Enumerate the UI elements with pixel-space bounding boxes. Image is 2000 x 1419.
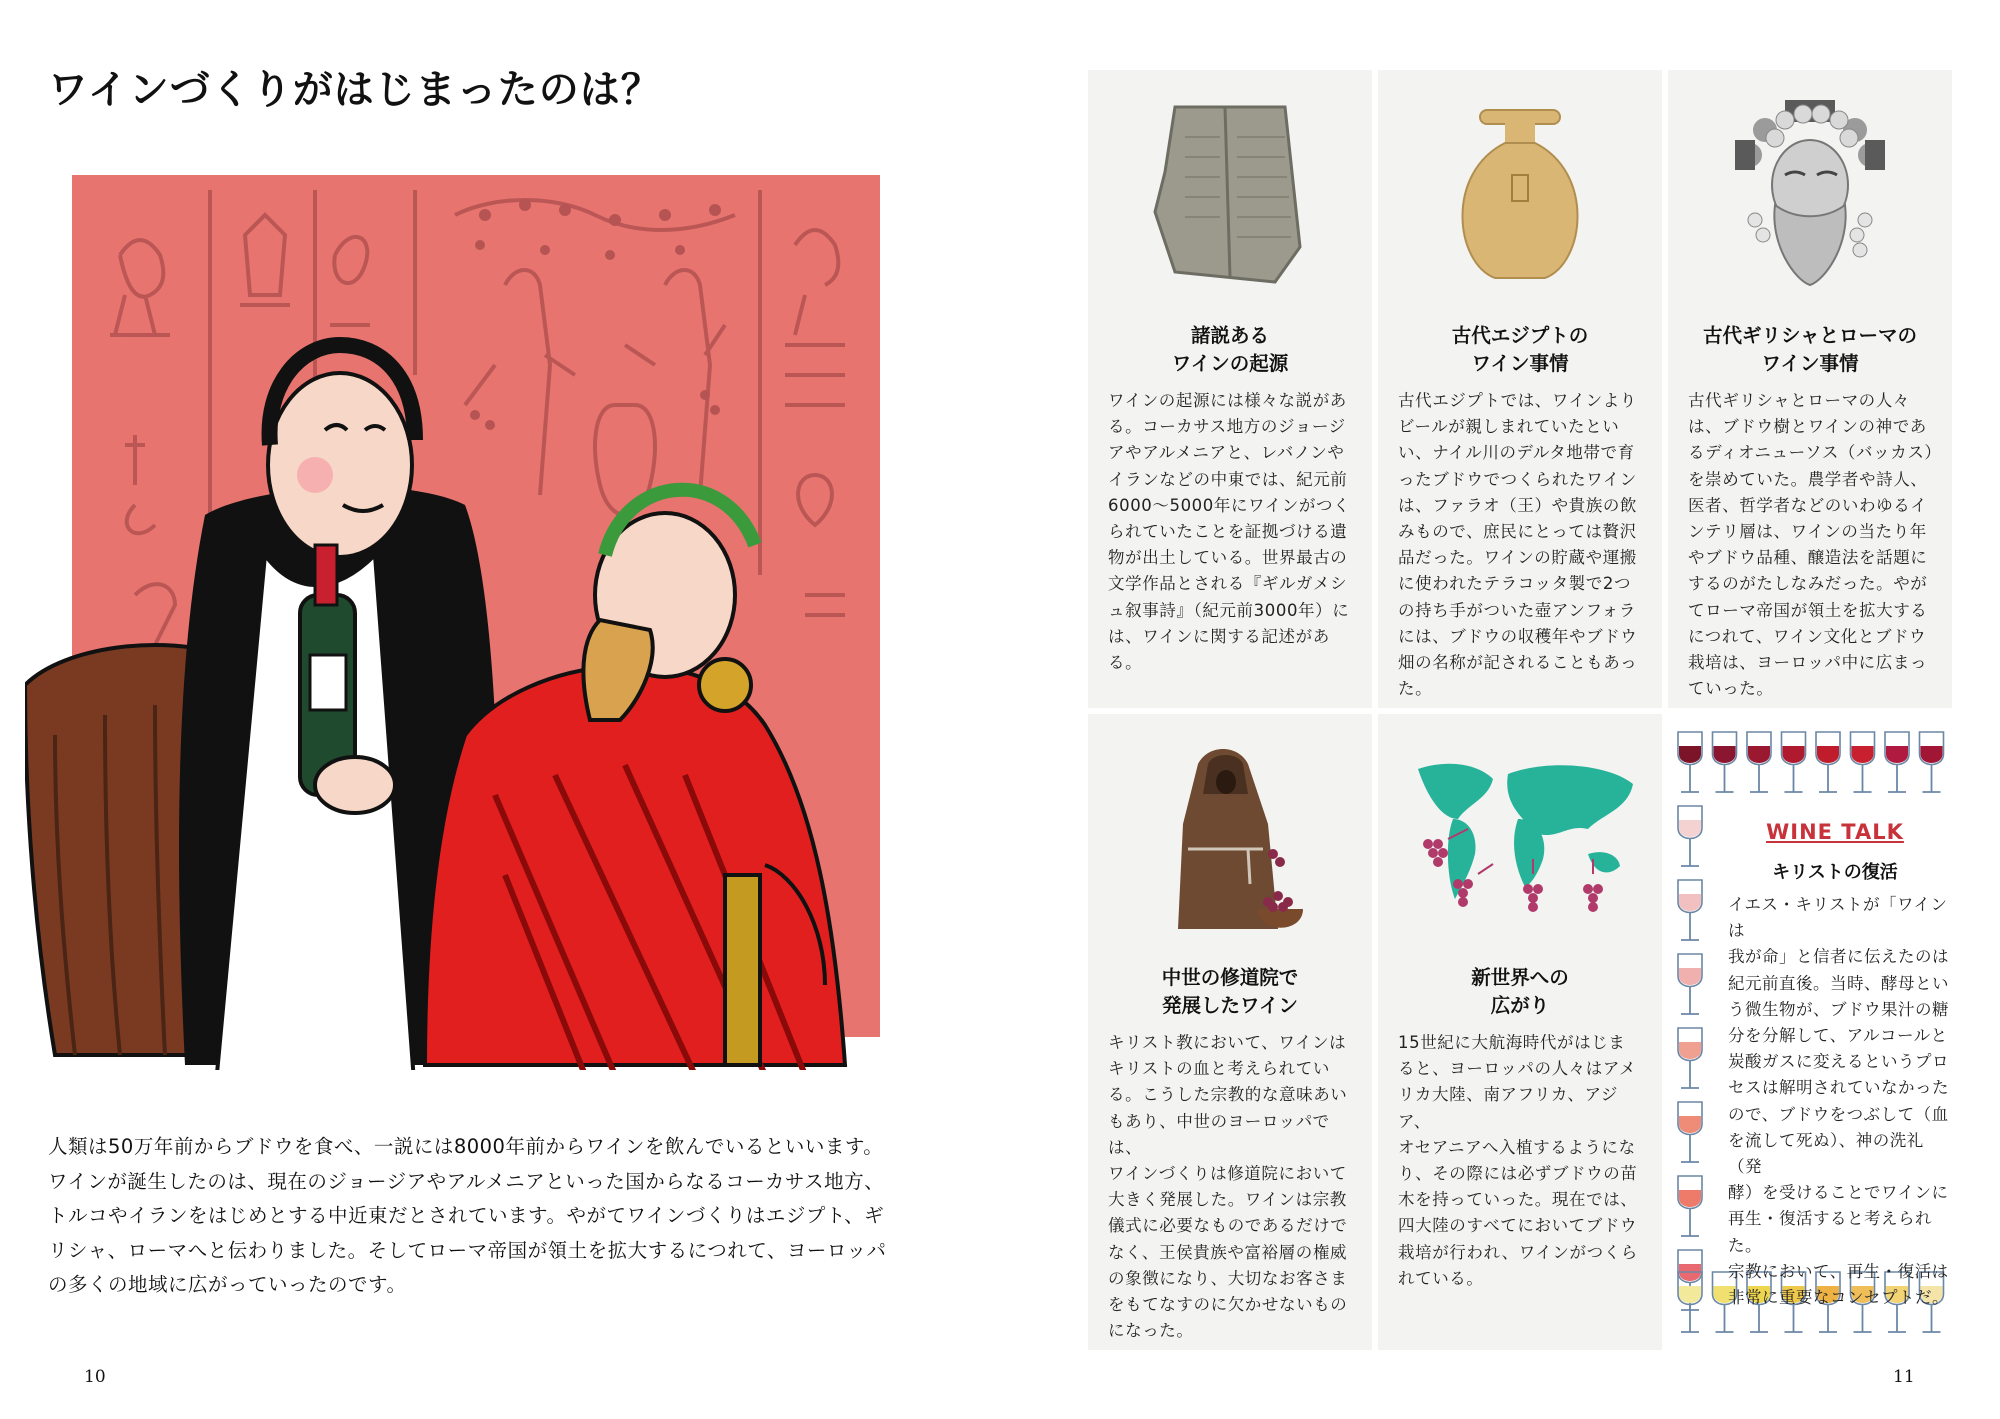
monk-icon (1158, 744, 1308, 934)
body-line: られていたことを証拠づける遺 (1108, 522, 1348, 542)
body-line: は、ワインに関する記述がある。 (1108, 626, 1330, 673)
body-line: 紀元前直後。当時、酵母とい (1728, 973, 1949, 993)
wine-glass-icon (1747, 732, 1771, 792)
body-line: 栽培が行われ、ワインがつくら (1398, 1242, 1638, 1262)
wine-glass-icon (1678, 732, 1702, 792)
card-title-line: 発展したワイン (1162, 994, 1298, 1017)
body-line: になった。 (1108, 1321, 1194, 1341)
body-line: 文学作品とされる『ギルガメシ (1108, 574, 1348, 594)
wine-talk-subtitle: キリストの復活 (1772, 862, 1898, 883)
card-title (1088, 322, 1372, 378)
body-line: アやアルメニアと、レバノンや (1108, 443, 1345, 463)
body-line: 非常に重要なコンセプトだ。 (1728, 1288, 1949, 1308)
body-line: には、ブドウの収穫年やブドウ (1398, 626, 1638, 646)
body-line: ンテリ層は、ワインの当たり年 (1688, 522, 1927, 542)
body-line: イランなどの中東では、紀元前 (1108, 469, 1348, 489)
bacchus-head-icon (1725, 90, 1895, 290)
body-line: に使われたテラコッタ製で2つ (1398, 574, 1632, 594)
body-line: みもので、庶民にとっては贅沢 (1398, 522, 1637, 542)
body-line: やブドウ品種、醸造法を話題に (1688, 548, 1928, 568)
body-line: 物が出土している。世界最古の (1108, 548, 1348, 568)
body-line: なく、王侯貴族や富裕層の権威 (1108, 1242, 1348, 1262)
body-line: 大きく発展した。ワインは宗教 (1108, 1190, 1347, 1210)
body-line: 酵）を受けることでワインに (1728, 1183, 1949, 1203)
body-line: を流して死ぬ）、神の洗礼（発 (1728, 1130, 1924, 1177)
body-line: ていった。 (1688, 679, 1774, 699)
body-line: オセアニアへ入植するようにな (1398, 1137, 1636, 1157)
body-line: ワインの起源には様々な説があ (1108, 391, 1347, 410)
card-title-line: 古代エジプトの (1451, 324, 1589, 347)
wine-talk-body (1728, 892, 1952, 1311)
stone-tablet-icon (1145, 97, 1315, 287)
body-line: を崇めていた。農学者や詩人、 (1688, 469, 1928, 489)
card-new-world (1378, 714, 1662, 1350)
wine-glass-icon (1678, 1176, 1702, 1236)
body-line: 再生・復活すると考えられた。 (1728, 1209, 1932, 1255)
body-line: をもてなすのに欠かせないもの (1108, 1295, 1348, 1315)
card-title-line: ワインの起源 (1171, 352, 1289, 375)
body-line: ワインづくりは修道院において (1108, 1164, 1347, 1184)
page-title: ワインづくりがはじまったのは？ (48, 67, 662, 113)
card-body (1688, 388, 1942, 702)
body-line: 15世紀に大航海時代がはじま (1398, 1033, 1626, 1052)
lead-line: 人類は50万年前からブドウを食べ、一説には8000年前からワインを飲んでいるといいます。 (48, 1135, 884, 1158)
card-title (1088, 964, 1372, 1020)
body-line: につれて、ワイン文化とブドウ (1688, 626, 1927, 646)
world-map-icon (1408, 759, 1638, 919)
body-line: キリストの血と考えられてい (1108, 1059, 1330, 1079)
lead-line: の多くの地域に広がっていったのです。 (48, 1273, 407, 1296)
body-line: もあり、中世のヨーロッパでは、 (1108, 1111, 1330, 1157)
body-line: は、ファラオ（王）や貴族の飲 (1398, 495, 1638, 515)
card-body (1108, 388, 1354, 676)
body-line: リカ大陸、南アフリカ、アジア、 (1398, 1085, 1618, 1131)
card-greece-rome (1668, 70, 1952, 708)
card-title (1378, 964, 1662, 1020)
body-line: 栽培は、ヨーロッパ中に広まっ (1688, 653, 1928, 673)
wine-glass-icon (1920, 732, 1944, 792)
body-line: 分を分解して、アルコールと (1728, 1026, 1948, 1046)
body-line: ので、ブドウをつぶして（血 (1728, 1104, 1949, 1124)
body-line: 医者、哲学者などのいわゆるイ (1688, 495, 1928, 515)
body-line: 古代ギリシャとローマの人々 (1688, 391, 1910, 410)
card-title (1668, 322, 1952, 378)
body-line: セスは解明されていなかった (1728, 1078, 1949, 1098)
body-line: 畑の名称が記されることもあっ (1398, 653, 1638, 673)
wine-talk-panel (1668, 714, 1952, 1350)
wine-glass-icon (1713, 732, 1737, 792)
body-line: 宗教において、再生・復活は (1728, 1261, 1949, 1281)
body-line: れている。 (1398, 1268, 1484, 1288)
wine-glass-icon (1782, 732, 1806, 792)
card-body (1398, 388, 1644, 702)
wine-glass-icon (1678, 880, 1702, 940)
wine-talk-label: WINE TALK (1766, 820, 1904, 844)
card-title-line: 広がり (1490, 994, 1550, 1017)
card-title-line: 古代ギリシャとローマの (1702, 324, 1918, 347)
body-line: り、その際には必ずブドウの苗 (1398, 1164, 1638, 1184)
wine-glass-icon (1678, 1028, 1702, 1088)
card-medieval-monastery (1088, 714, 1372, 1350)
body-line: 儀式に必要なものであるだけで (1108, 1216, 1348, 1236)
body-line: 6000～5000年にワインがつく (1108, 495, 1351, 515)
body-line: る。コーカサス地方のジョージ (1108, 417, 1346, 437)
body-line: 古代エジプトでは、ワインより (1398, 391, 1637, 410)
lead-line: ワインが誕生したのは、現在のジョージアやアルメニアといった国からなるコーカサス地方、 (48, 1169, 885, 1193)
body-line: 木を持っていった。現在では、 (1398, 1190, 1638, 1210)
body-line: 我が命」と信者に伝えたのは (1728, 947, 1949, 967)
wine-glass-icon (1678, 954, 1702, 1014)
card-egypt (1378, 70, 1662, 708)
body-line: 炭酸ガスに変えるというプロ (1728, 1052, 1949, 1072)
body-line: 四大陸のすべてにおいてブドウ (1398, 1216, 1638, 1236)
card-title-line: ワイン事情 (1761, 352, 1859, 375)
lead-text (48, 1130, 928, 1303)
card-title-line: 諸説ある (1190, 324, 1269, 347)
wine-history-illustration (25, 175, 895, 1070)
body-line: は、ブドウ樹とワインの神であ (1688, 417, 1927, 437)
wine-glass-icon (1816, 732, 1840, 792)
body-line: ュ叙事詩』（紀元前3000年）に (1108, 600, 1350, 620)
page-number-left: 10 (84, 1367, 106, 1387)
page-number-right: 11 (1893, 1367, 1915, 1387)
wine-glass-icon (1851, 732, 1875, 792)
card-title-line: 中世の修道院で (1161, 966, 1299, 989)
body-line: の持ち手がついた壺アンフォラ (1398, 600, 1636, 620)
body-line: キリスト教において、ワインは (1108, 1033, 1347, 1052)
body-line: う微生物が、ブドウ果汁の糖 (1728, 999, 1949, 1019)
body-line: イエス・キリストが「ワインは (1728, 895, 1948, 941)
body-line: するのがたしなみだった。やが (1688, 574, 1928, 594)
wine-glass-icon (1885, 732, 1909, 792)
card-origin (1088, 70, 1372, 708)
card-body (1398, 1030, 1644, 1292)
body-line: い、ナイル川のデルタ地帯で育 (1398, 443, 1635, 463)
amphora-icon (1460, 105, 1580, 285)
body-line: ると、ヨーロッパの人々はアメ (1398, 1059, 1637, 1079)
body-line: る。こうした宗教的な意味あい (1108, 1085, 1348, 1105)
body-line: るディオニューソス（バッカス） (1688, 443, 1942, 463)
card-title-line: 新世界への (1471, 966, 1569, 989)
body-line: た。 (1398, 679, 1433, 699)
body-line: ビールが親しまれていたとい (1398, 417, 1620, 437)
card-title-line: ワイン事情 (1471, 352, 1569, 375)
body-line: てローマ帝国が領土を拡大する (1688, 600, 1928, 620)
lead-line: リシャ、ローマへと伝わりました。そしてローマ帝国が領土を拡大するにつれて、ヨーロッパ (48, 1238, 887, 1262)
body-line: ったブドウでつくられたワイン (1398, 469, 1637, 489)
wine-glass-icon (1678, 806, 1702, 866)
body-line: の象徴になり、大切なお客さま (1108, 1268, 1348, 1288)
body-line: 品だった。ワインの貯蔵や運搬 (1398, 548, 1637, 568)
card-title (1378, 322, 1662, 378)
wine-glass-icon (1678, 1102, 1702, 1162)
lead-line: トルコやイランをはじめとする中近東だとされています。やがてワインづくりはエジプト、ギ (48, 1204, 885, 1227)
card-body (1108, 1030, 1354, 1344)
